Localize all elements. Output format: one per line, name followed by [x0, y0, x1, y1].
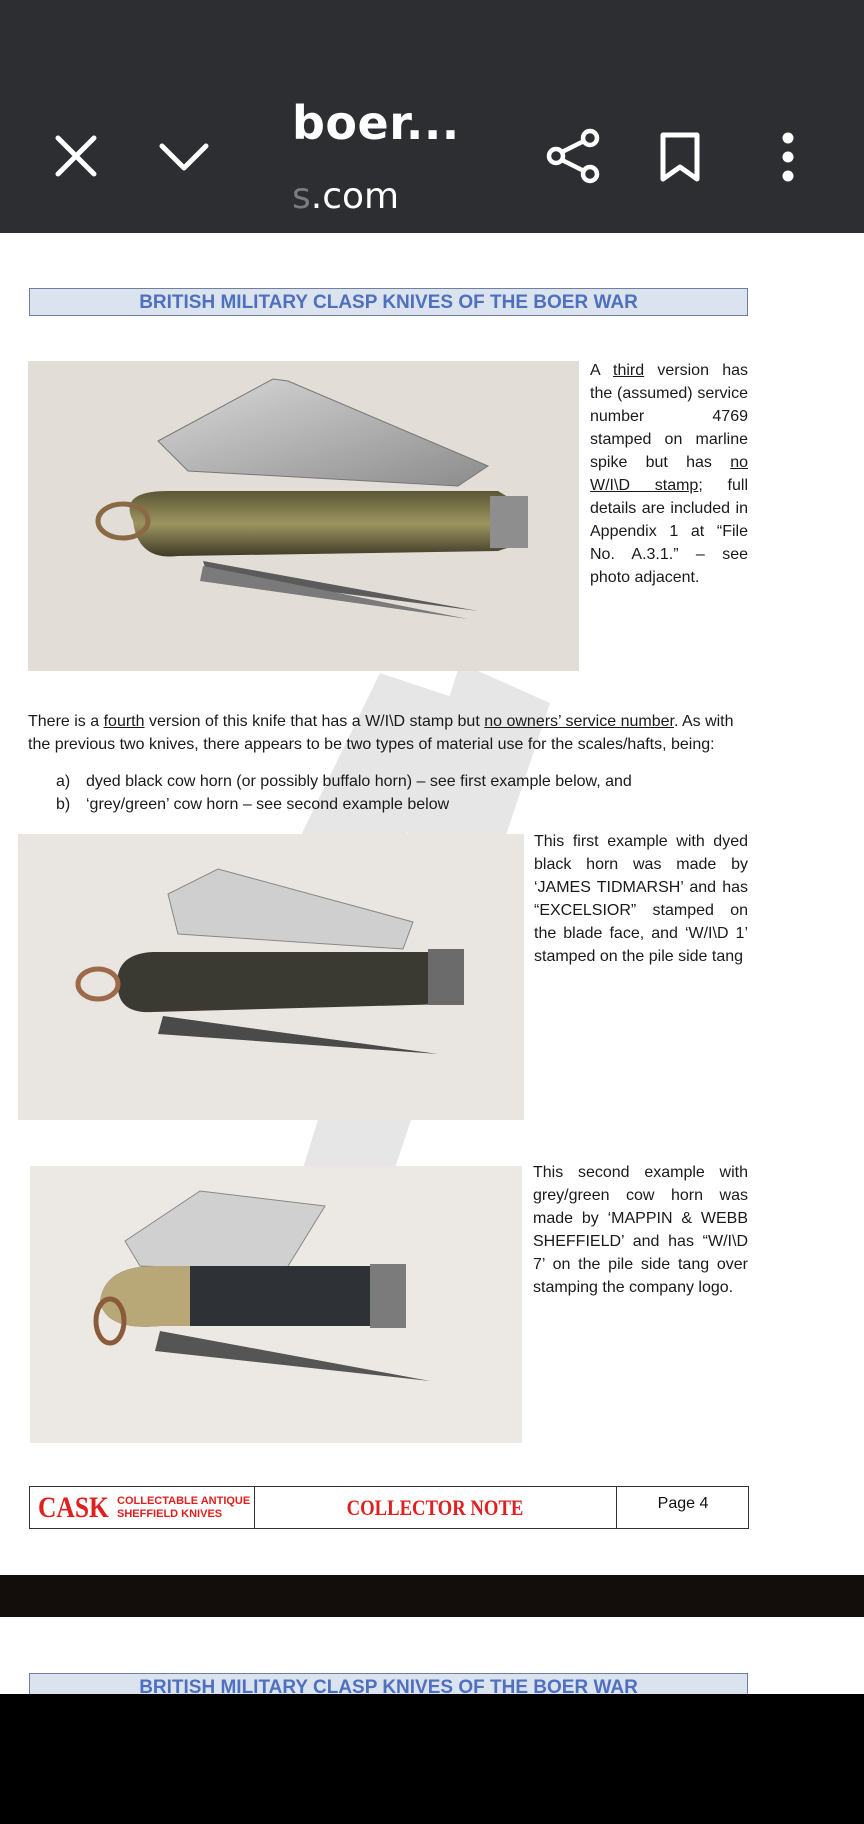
- url-domain: .com: [310, 176, 400, 217]
- pdf-page-next: [0, 1617, 864, 1694]
- footer-title: COLLECTOR NOTE: [346, 1495, 524, 1520]
- paragraph-fourth-version: [28, 710, 750, 756]
- bookmark-icon[interactable]: [660, 132, 700, 182]
- brand-tagline: [117, 1495, 250, 1521]
- chevron-down-icon[interactable]: [158, 140, 210, 176]
- brand-tagline-line-1: COLLECTABLE ANTIQUE: [117, 1495, 251, 1507]
- text-segment-underlined: no W/I\D stamp: [590, 454, 748, 494]
- footer-divider: [254, 1487, 255, 1528]
- knife-photo-1: [28, 361, 579, 671]
- page-number: Page 4: [657, 1495, 709, 1512]
- list-item-label: a): [56, 773, 71, 790]
- text-segment: version has the (assumed) service number 4769 stamped on marline spike but has: [590, 362, 749, 471]
- viewer-bottom-area: [0, 1694, 864, 1824]
- footer-divider: [616, 1487, 617, 1528]
- page-footer: [29, 1486, 749, 1529]
- browser-toolbar: [0, 0, 864, 233]
- page-separator: [0, 1575, 864, 1617]
- page-url[interactable]: [292, 176, 399, 217]
- knife-photo-3: [30, 1166, 522, 1443]
- list-item-text: ‘grey/green’ cow horn – see second example below: [86, 796, 450, 813]
- text-segment-underlined: no owners’ service number: [484, 713, 674, 730]
- document-header: BRITISH MILITARY CLASP KNIVES OF THE BOER WAR: [29, 288, 748, 316]
- list-item-text: dyed black cow horn (or possibly buffalo horn) – see first example below, and: [86, 773, 632, 790]
- knife-photo-2: [18, 834, 524, 1120]
- share-icon[interactable]: [546, 128, 600, 184]
- brand-tagline-line-2: SHEFFIELD KNIVES: [117, 1508, 223, 1520]
- url-faded-part: s: [292, 176, 311, 217]
- paragraph-second-example: This second example with grey/green cow horn was made by ‘MAPPIN & WEBB SHEFFIELD’ and has “W/I\D 7’ on the pile side tang over stamping the company logo.: [533, 1164, 748, 1296]
- list-item: [56, 773, 632, 791]
- paragraph-first-example: This first example with dyed black horn was made by ‘JAMES TIDMARSH’ and has “EXCELSIOR” stamped on the blade face, and ‘W/I\D 1’ stamped on the pile side tang: [534, 833, 748, 965]
- text-segment: ; full details are included in Appendix 1 at “File No. A.3.1.” – see photo adjacent.: [590, 477, 748, 586]
- text-segment: A: [590, 362, 614, 379]
- page-title[interactable]: boer...: [292, 96, 460, 150]
- text-segment-underlined: third: [613, 362, 645, 379]
- text-segment-underlined: fourth: [103, 713, 145, 730]
- more-vert-icon[interactable]: [778, 132, 798, 182]
- list-item: [56, 796, 449, 814]
- list-item-label: b): [56, 796, 71, 813]
- text-segment: version of this knife that has a W/I\D stamp but: [144, 713, 485, 730]
- pdf-page: [0, 233, 864, 1575]
- paragraph-third-version: [590, 359, 748, 589]
- close-icon[interactable]: [52, 132, 100, 180]
- text-segment: . As with the previous two knives, there appears to be two types of material use for the scales/hafts, being:: [28, 713, 734, 753]
- brand-logo: CASK: [38, 1491, 109, 1524]
- text-segment: There is a: [28, 713, 104, 730]
- document-header-next: BRITISH MILITARY CLASP KNIVES OF THE BOER WAR: [29, 1673, 748, 1694]
